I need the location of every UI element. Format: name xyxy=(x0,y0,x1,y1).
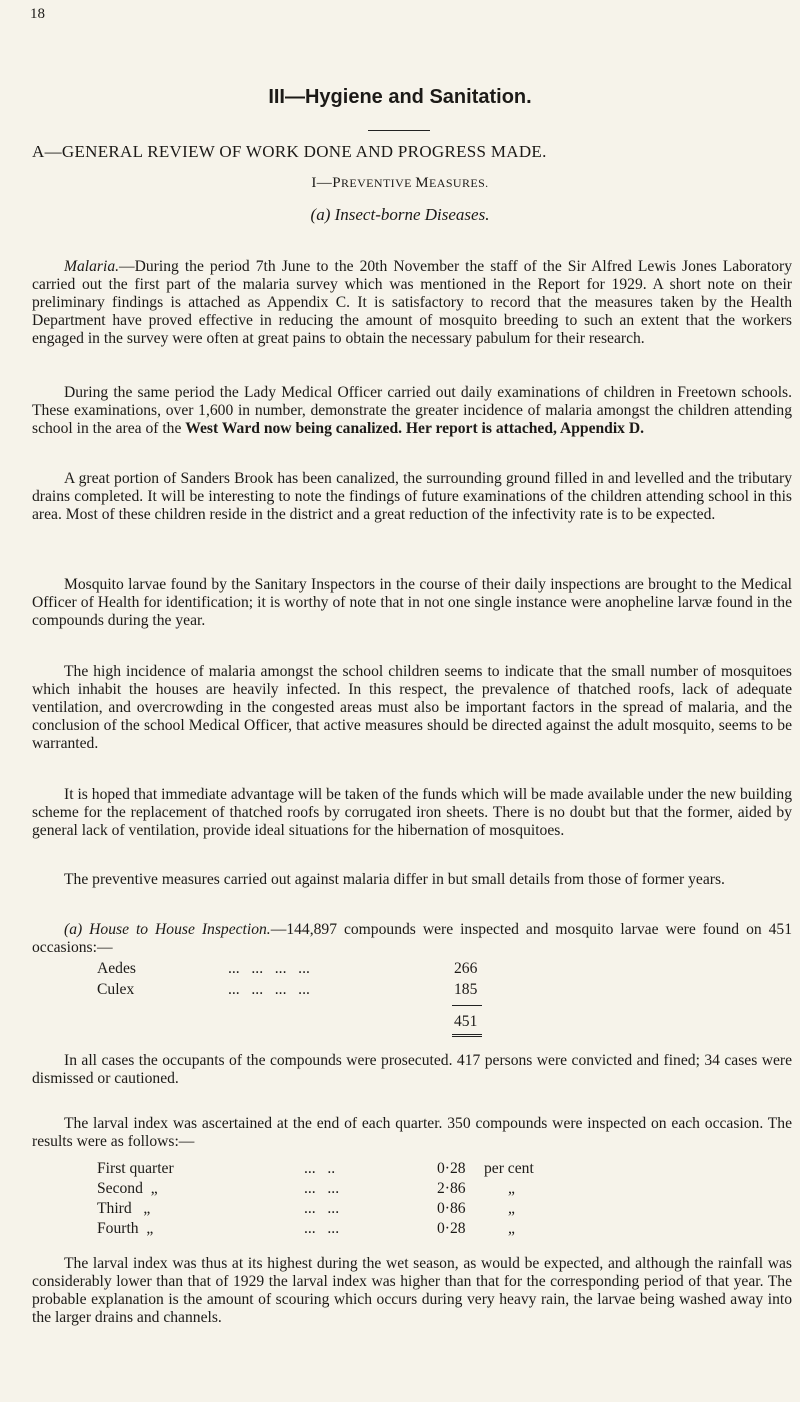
paragraph-sanders-brook xyxy=(32,470,792,524)
quarter-unit: „ xyxy=(508,1180,515,1197)
paragraph-mosquito-larvae xyxy=(32,576,792,630)
page-number: 18 xyxy=(30,6,45,22)
paragraph-prosecuted xyxy=(32,1052,792,1088)
quarter-dots: ... ... xyxy=(304,1180,340,1197)
subsection-a-text: (a) Insect-borne Diseases. xyxy=(310,205,490,224)
building-scheme-text: It is hoped that immediate advantage will be taken of the funds which will be made available under the new building scheme for the replacement of thatched roofs by corrugated iron sheets. There is no doubt but that the former, aided by general lack of ventilation, provide ideal situations for the hibernation of mosquitoes. xyxy=(32,786,792,840)
lady-officer-text: During the same period the Lady Medical Officer carried out daily examinations of children in Freetown schools. These examinations, over 1,600 in number, demonstrate the greater incidence of malaria amongst the children attending school in the area of the xyxy=(32,384,792,438)
subsection-heading xyxy=(0,175,800,192)
quarter-value: 0·28 xyxy=(437,1160,466,1177)
sum-rule xyxy=(452,1005,482,1006)
house-inspection-text: —144,897 compounds were inspected and mosquito larvae were found on 451 occasions:— xyxy=(32,921,793,957)
larvae-total: 451 xyxy=(454,1013,478,1030)
larvae-count: 266 xyxy=(454,960,478,977)
quarter-label: Third „ xyxy=(97,1200,151,1217)
larvae-genus: Culex xyxy=(97,981,135,998)
subsection-smallcaps-2: EASURES. xyxy=(429,176,489,190)
paragraph-larval-index xyxy=(32,1115,792,1151)
prosecuted-text: In all cases the occupants of the compounds were prosecuted. 417 persons were convicted and fined; 34 cases were dismissed or cautioned. xyxy=(32,1052,792,1088)
quarter-unit: „ xyxy=(508,1200,515,1217)
paragraph-building-scheme xyxy=(32,786,792,840)
paragraph-lady-officer xyxy=(32,384,792,438)
wet-season-text: The larval index was thus at its highest during the wet season, as would be expected, and although the rainfall was considerably lower than that of 1929 the larval index was higher than that for the corresponding period of that year. The probable explanation is the amount of scouring which occurs during very heavy rain, the larvae being washed away into the larger drains and channels. xyxy=(32,1255,792,1327)
paragraph-preventive xyxy=(32,871,792,889)
malaria-lead: Malaria. xyxy=(64,258,120,275)
section-heading: A—GENERAL REVIEW OF WORK DONE AND PROGRESS MADE. xyxy=(32,142,547,161)
larvae-dots: ... ... ... ... xyxy=(228,981,310,998)
paragraph-house-inspection xyxy=(32,921,792,957)
quarter-unit: „ xyxy=(508,1220,515,1237)
paragraph-malaria xyxy=(32,258,792,348)
lady-officer-bold: West Ward now being canalized. Her report is attached, Appendix D. xyxy=(185,420,645,438)
heading-divider xyxy=(368,130,430,131)
malaria-text: —During the period 7th June to the 20th November the staff of the Sir Alfred Lewis Jones Laboratory carried out the first part of the malaria survey which was mentioned in the Report for 1929. A short note on their preliminary findings is attached as Appendix C. It is satisfactory to record that the measures taken by the Health Department have proved effective in reducing the amount of mosquito breeding to such an extent that the workers engaged in the survey were often at great pains to obtain the necessary pabulum for their research. xyxy=(32,258,792,348)
sanders-brook-text: A great portion of Sanders Brook has been canalized, the surrounding ground filled in and levelled and the tributary drains completed. It will be interesting to note the findings of future examinations of the children attending school in this area. Most of these children reside in the district and a great reduction of the infectivity rate is to be expected. xyxy=(32,470,792,524)
quarter-label: First quarter xyxy=(97,1160,174,1177)
subsection-capital-m: M xyxy=(415,175,430,191)
quarter-dots: ... .. xyxy=(304,1160,336,1177)
subsection-smallcaps-1: REVENTIVE xyxy=(340,176,416,190)
mosquito-larvae-text: Mosquito larvae found by the Sanitary Inspectors in the course of their daily inspections are brought to the Medical Officer of Health for identification; it is worthy of note that in not one single instance were anopheline larvæ found in the compounds during the year. xyxy=(32,576,792,630)
quarter-dots: ... ... xyxy=(304,1220,340,1237)
quarter-label: Fourth „ xyxy=(97,1220,154,1237)
quarter-value: 0·28 xyxy=(437,1220,466,1237)
subsection-a-heading xyxy=(0,205,800,225)
high-incidence-text: The high incidence of malaria amongst the school children seems to indicate that the small number of mosquitoes which inhabit the houses are heavily infected. In this respect, the prevalence of thatched roofs, lack of adequate ventilation, and overcrowding in the congested areas must also be important factors in the spread of malaria, and the conclusion of the school Medical Officer, that active measures should be directed against the adult mosquito, seems to be warranted. xyxy=(32,663,792,753)
paragraph-wet-season xyxy=(32,1255,792,1327)
preventive-text: The preventive measures carried out against malaria differ in but small details from those of former years. xyxy=(64,871,725,888)
paragraph-high-incidence xyxy=(32,663,792,753)
quarter-dots: ... ... xyxy=(304,1200,340,1217)
subsection-prefix: I—P xyxy=(311,175,341,191)
larvae-genus: Aedes xyxy=(97,960,136,977)
quarter-value: 2·86 xyxy=(437,1180,466,1197)
larvae-dots: ... ... ... ... xyxy=(228,960,310,977)
quarter-unit: per cent xyxy=(484,1160,534,1177)
quarter-label: Second „ xyxy=(97,1180,158,1197)
total-double-rule xyxy=(452,1034,482,1037)
larvae-count: 185 xyxy=(454,981,478,998)
house-inspection-lead: (a) House to House Inspection. xyxy=(64,921,271,938)
chapter-heading: III—Hygiene and Sanitation. xyxy=(268,86,532,108)
larval-index-text: The larval index was ascertained at the end of each quarter. 350 compounds were inspected on each occasion. The results were as follows:— xyxy=(32,1115,792,1151)
quarter-value: 0·86 xyxy=(437,1200,466,1217)
